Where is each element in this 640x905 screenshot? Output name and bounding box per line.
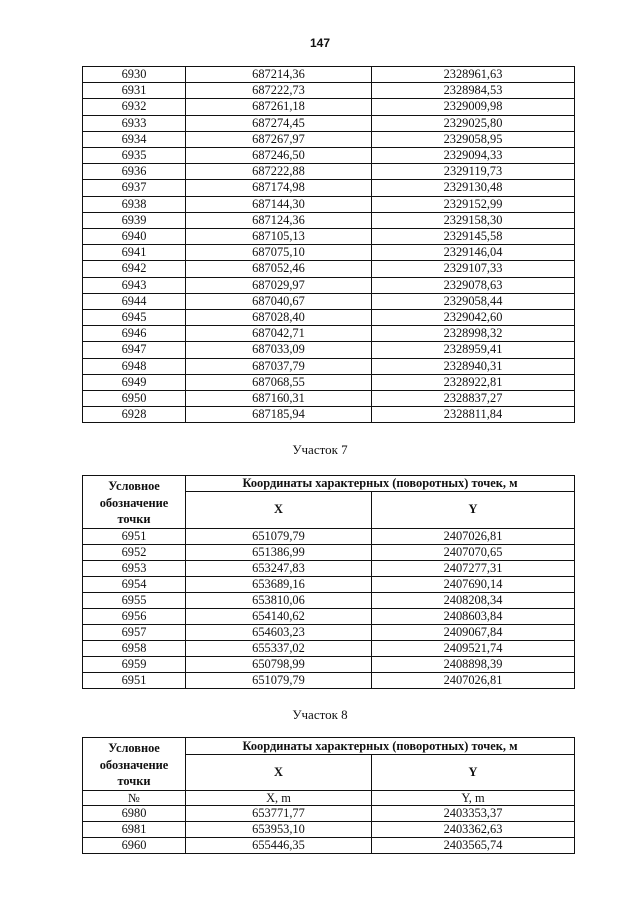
table-row	[83, 656, 575, 672]
x-coordinate-cell: 687174,98	[186, 180, 372, 196]
x-coordinate-cell: 687214,36	[186, 67, 372, 83]
point-number-cell: 6938	[83, 196, 186, 212]
y-coordinate-cell: 2409067,84	[372, 624, 575, 640]
point-number-cell: 6940	[83, 229, 186, 245]
table-row	[83, 212, 575, 228]
x-coordinate-cell: 654603,23	[186, 624, 372, 640]
y-coordinate-cell: 2329078,63	[372, 277, 575, 293]
x-coordinate-cell: 687033,09	[186, 342, 372, 358]
coordinates-table-section-8	[82, 737, 575, 854]
x-coordinate-cell: 653771,77	[186, 805, 372, 821]
table-row	[83, 576, 575, 592]
table-row	[83, 310, 575, 326]
x-coordinate-cell: 687075,10	[186, 245, 372, 261]
table-row	[83, 115, 575, 131]
x-coordinate-cell: 650798,99	[186, 656, 372, 672]
y-coordinate-cell: 2408208,34	[372, 592, 575, 608]
table-row	[83, 67, 575, 83]
point-number-cell: 6945	[83, 310, 186, 326]
unit-y: Y, m	[372, 790, 575, 805]
y-coordinate-cell: 2328811,84	[372, 407, 575, 423]
x-coordinate-cell: 655337,02	[186, 640, 372, 656]
y-coordinate-cell: 2329145,58	[372, 229, 575, 245]
x-coordinate-cell: 687037,79	[186, 358, 372, 374]
x-coordinate-cell: 651079,79	[186, 672, 372, 688]
y-coordinate-cell: 2409521,74	[372, 640, 575, 656]
point-number-cell: 6934	[83, 131, 186, 147]
table-row	[83, 261, 575, 277]
y-coordinate-cell: 2328998,32	[372, 326, 575, 342]
x-coordinate-cell: 687029,97	[186, 277, 372, 293]
y-coordinate-cell: 2407690,14	[372, 576, 575, 592]
x-coordinate-cell: 687274,45	[186, 115, 372, 131]
point-number-cell: 6946	[83, 326, 186, 342]
point-number-cell: 6957	[83, 624, 186, 640]
header-point-label: Условное обозначение точки	[83, 738, 186, 791]
y-coordinate-cell: 2407277,31	[372, 560, 575, 576]
section-title-7: Участок 7	[292, 442, 348, 457]
x-coordinate-cell: 687068,55	[186, 374, 372, 390]
point-number-cell: 6931	[83, 83, 186, 99]
y-coordinate-cell: 2408898,39	[372, 656, 575, 672]
point-number-cell: 6955	[83, 592, 186, 608]
x-coordinate-cell: 687222,88	[186, 164, 372, 180]
table-row	[83, 544, 575, 560]
table-row	[83, 164, 575, 180]
x-coordinate-cell: 687222,73	[186, 83, 372, 99]
point-number-cell: 6930	[83, 67, 186, 83]
table-row	[83, 229, 575, 245]
page-number: 147	[309, 36, 331, 50]
x-coordinate-cell: 655446,35	[186, 837, 372, 853]
table-row	[83, 672, 575, 688]
table-row	[83, 624, 575, 640]
table-row	[83, 180, 575, 196]
point-number-cell: 6960	[83, 837, 186, 853]
point-number-cell: 6959	[83, 656, 186, 672]
y-coordinate-cell: 2328961,63	[372, 67, 575, 83]
unit-x: X, m	[186, 790, 372, 805]
table-row	[83, 148, 575, 164]
x-coordinate-cell: 653810,06	[186, 592, 372, 608]
y-coordinate-cell: 2329094,33	[372, 148, 575, 164]
point-number-cell: 6928	[83, 407, 186, 423]
x-coordinate-cell: 687267,97	[186, 131, 372, 147]
y-coordinate-cell: 2329158,30	[372, 212, 575, 228]
y-coordinate-cell: 2329042,60	[372, 310, 575, 326]
point-number-cell: 6933	[83, 115, 186, 131]
unit-number: №	[83, 790, 186, 805]
table-row	[83, 640, 575, 656]
table-row	[83, 391, 575, 407]
y-coordinate-cell: 2407026,81	[372, 528, 575, 544]
point-number-cell: 6958	[83, 640, 186, 656]
x-coordinate-cell: 687052,46	[186, 261, 372, 277]
point-number-cell: 6949	[83, 374, 186, 390]
table-row	[83, 196, 575, 212]
table-row	[83, 83, 575, 99]
table-row	[83, 245, 575, 261]
y-coordinate-cell: 2328984,53	[372, 83, 575, 99]
section-title-8: Участок 8	[292, 707, 348, 722]
table-row	[83, 326, 575, 342]
y-coordinate-cell: 2328837,27	[372, 391, 575, 407]
y-coordinate-cell: 2329119,73	[372, 164, 575, 180]
point-number-cell: 6956	[83, 608, 186, 624]
coordinates-table-section-7	[82, 475, 575, 689]
point-number-cell: 6937	[83, 180, 186, 196]
table-row	[83, 342, 575, 358]
table-row	[83, 805, 575, 821]
y-coordinate-cell: 2403353,37	[372, 805, 575, 821]
table-row	[83, 99, 575, 115]
header-coordinates: Координаты характерных (поворотных) точек, м	[186, 476, 575, 492]
point-number-cell: 6932	[83, 99, 186, 115]
y-coordinate-cell: 2329130,48	[372, 180, 575, 196]
point-number-cell: 6980	[83, 805, 186, 821]
header-y: Y	[372, 755, 575, 790]
point-number-cell: 6951	[83, 672, 186, 688]
y-coordinate-cell: 2403362,63	[372, 821, 575, 837]
y-coordinate-cell: 2328922,81	[372, 374, 575, 390]
header-point-label: Условное обозначение точки	[83, 476, 186, 529]
point-number-cell: 6981	[83, 821, 186, 837]
y-coordinate-cell: 2329058,95	[372, 131, 575, 147]
coordinates-table-continued	[82, 66, 575, 423]
x-coordinate-cell: 687246,50	[186, 148, 372, 164]
y-coordinate-cell: 2408603,84	[372, 608, 575, 624]
y-coordinate-cell: 2329107,33	[372, 261, 575, 277]
x-coordinate-cell: 687144,30	[186, 196, 372, 212]
point-number-cell: 6953	[83, 560, 186, 576]
table-row	[83, 374, 575, 390]
point-number-cell: 6944	[83, 293, 186, 309]
y-coordinate-cell: 2329152,99	[372, 196, 575, 212]
x-coordinate-cell: 687040,67	[186, 293, 372, 309]
table-row	[83, 131, 575, 147]
x-coordinate-cell: 687105,13	[186, 229, 372, 245]
y-coordinate-cell: 2329058,44	[372, 293, 575, 309]
header-x: X	[186, 755, 372, 790]
point-number-cell: 6952	[83, 544, 186, 560]
point-number-cell: 6939	[83, 212, 186, 228]
y-coordinate-cell: 2403565,74	[372, 837, 575, 853]
point-number-cell: 6948	[83, 358, 186, 374]
x-coordinate-cell: 687042,71	[186, 326, 372, 342]
point-number-cell: 6947	[83, 342, 186, 358]
y-coordinate-cell: 2407026,81	[372, 672, 575, 688]
table-row	[83, 293, 575, 309]
point-number-cell: 6950	[83, 391, 186, 407]
x-coordinate-cell: 653247,83	[186, 560, 372, 576]
table-row	[83, 837, 575, 853]
point-number-cell: 6935	[83, 148, 186, 164]
x-coordinate-cell: 651079,79	[186, 528, 372, 544]
point-number-cell: 6936	[83, 164, 186, 180]
table-row	[83, 358, 575, 374]
x-coordinate-cell: 653953,10	[186, 821, 372, 837]
table-body	[83, 528, 575, 688]
header-y: Y	[372, 491, 575, 528]
y-coordinate-cell: 2328940,31	[372, 358, 575, 374]
table-row	[83, 277, 575, 293]
y-coordinate-cell: 2329025,80	[372, 115, 575, 131]
x-coordinate-cell: 653689,16	[186, 576, 372, 592]
table-row	[83, 528, 575, 544]
point-number-cell: 6943	[83, 277, 186, 293]
y-coordinate-cell: 2407070,65	[372, 544, 575, 560]
point-number-cell: 6941	[83, 245, 186, 261]
header-coordinates: Координаты характерных (поворотных) точек, м	[186, 738, 575, 755]
table-body	[83, 805, 575, 853]
table-row	[83, 560, 575, 576]
table-row	[83, 608, 575, 624]
x-coordinate-cell: 687124,36	[186, 212, 372, 228]
point-number-cell: 6942	[83, 261, 186, 277]
table-body	[83, 67, 575, 423]
y-coordinate-cell: 2329009,98	[372, 99, 575, 115]
header-x: X	[186, 491, 372, 528]
x-coordinate-cell: 687261,18	[186, 99, 372, 115]
x-coordinate-cell: 687028,40	[186, 310, 372, 326]
point-number-cell: 6951	[83, 528, 186, 544]
y-coordinate-cell: 2328959,41	[372, 342, 575, 358]
x-coordinate-cell: 687185,94	[186, 407, 372, 423]
y-coordinate-cell: 2329146,04	[372, 245, 575, 261]
table-row	[83, 407, 575, 423]
x-coordinate-cell: 687160,31	[186, 391, 372, 407]
x-coordinate-cell: 654140,62	[186, 608, 372, 624]
table-row	[83, 821, 575, 837]
table-row	[83, 592, 575, 608]
x-coordinate-cell: 651386,99	[186, 544, 372, 560]
point-number-cell: 6954	[83, 576, 186, 592]
